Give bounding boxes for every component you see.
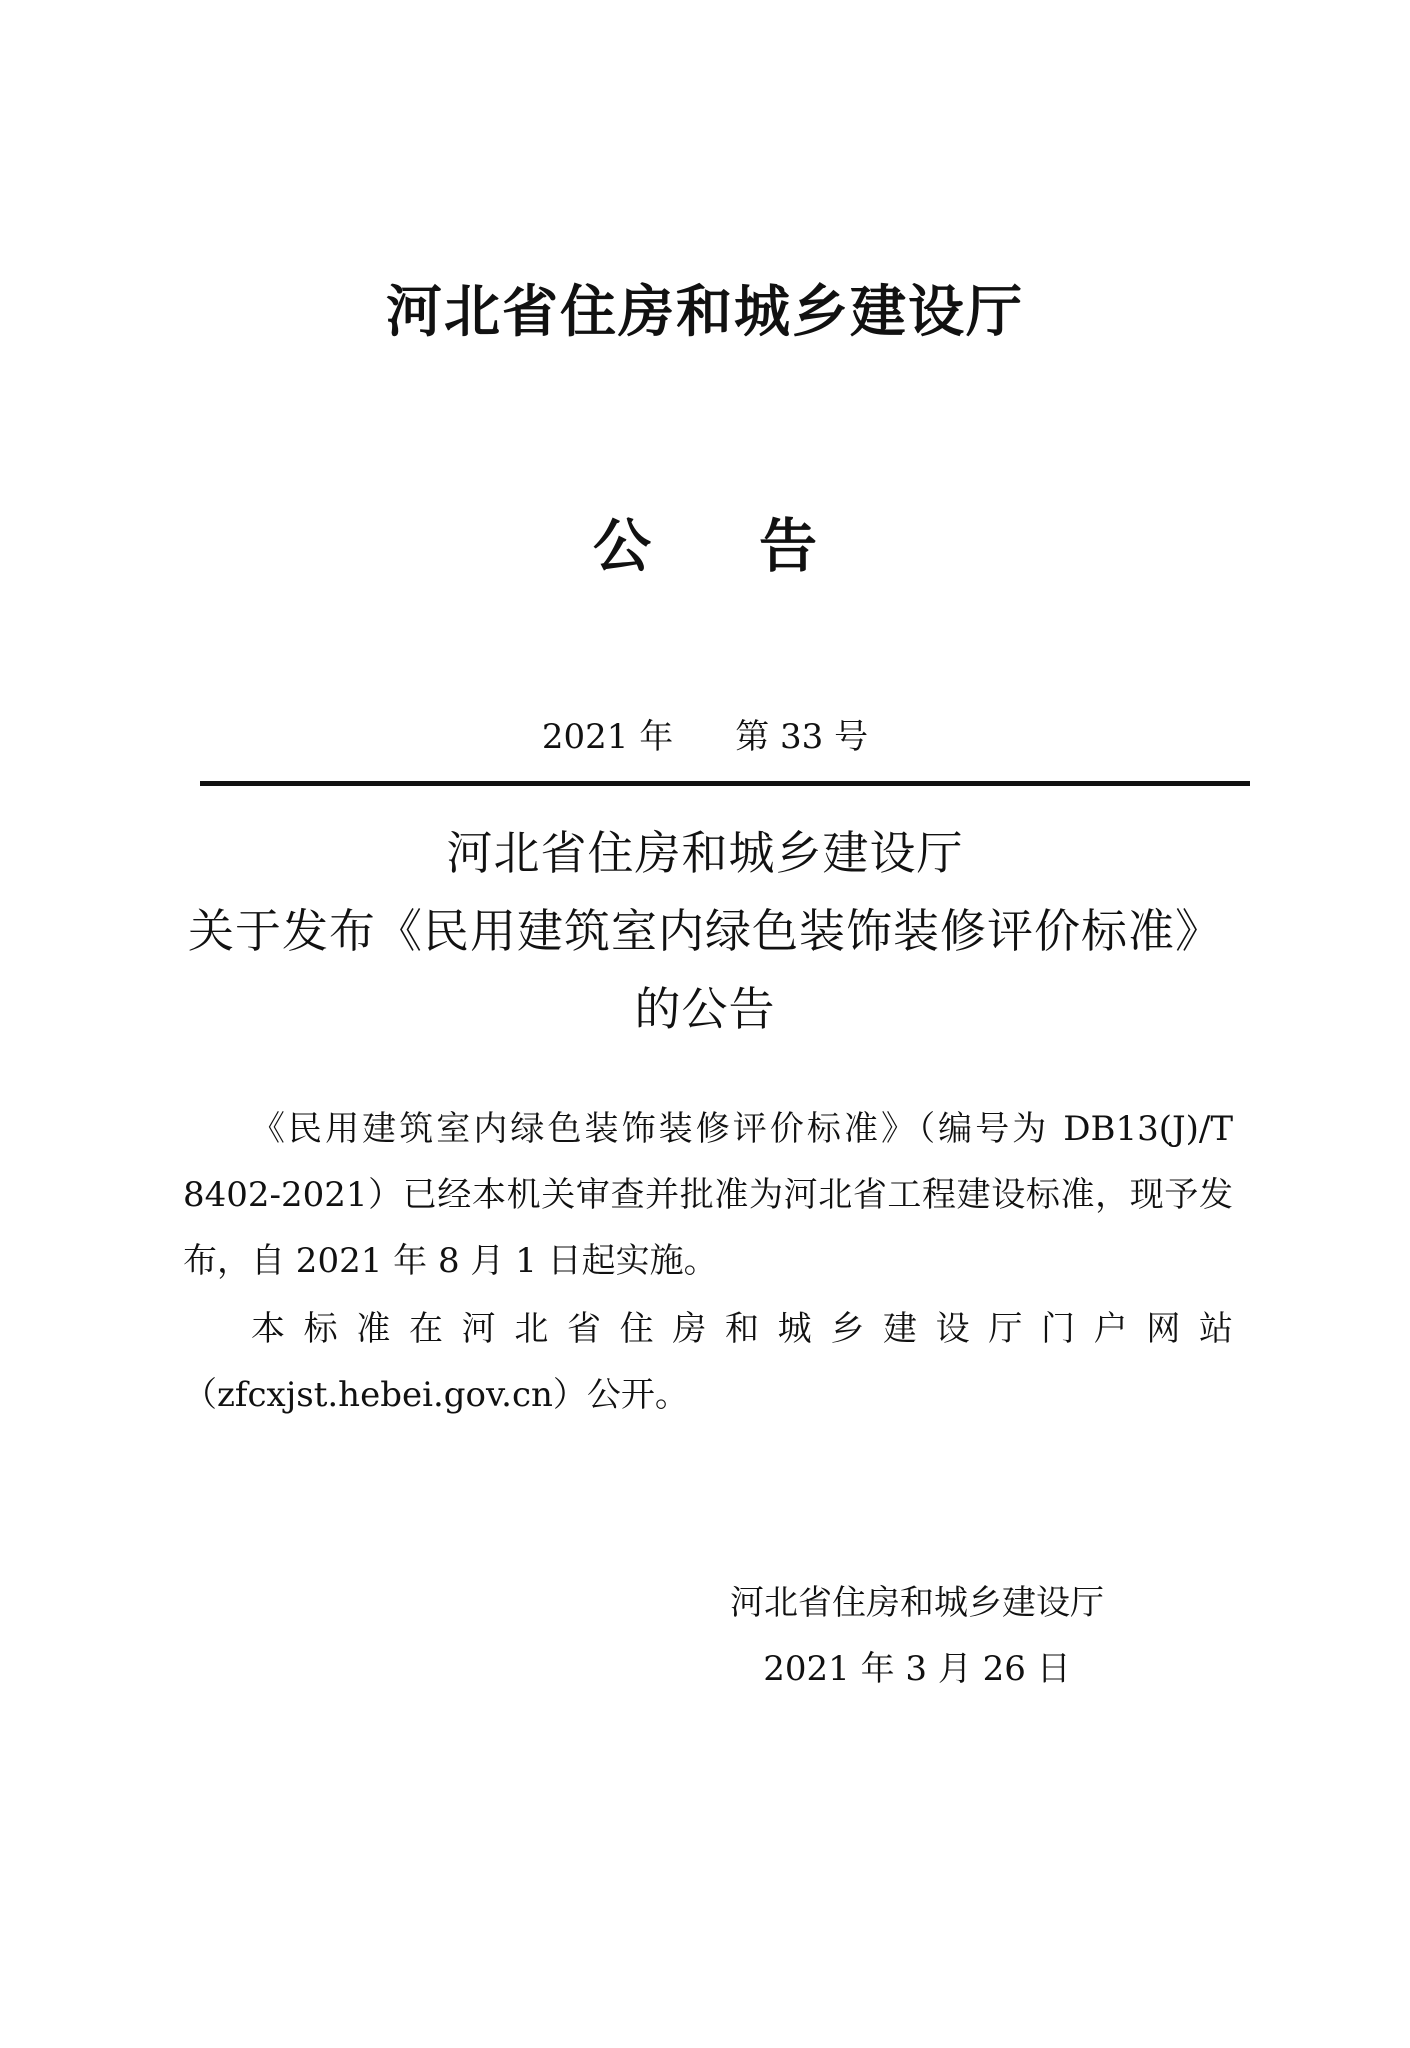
title-line-1: 河北省住房和城乡建设厅 (446, 826, 964, 880)
header-divider (200, 781, 1250, 786)
document-type-char-2: 告 (759, 512, 818, 580)
announcement-body (183, 1096, 1233, 1428)
document-year: 2021 年 (541, 717, 674, 757)
signature-date: 2021 年 3 月 26 日 (763, 1649, 1071, 1689)
body-paragraph-1: 《民用建筑室内绿色装饰装修评价标准》（编号为 DB13(J)/T 8402-2021）已经本机关审查并批准为河北省工程建设标准，现予发布，自 2021 年 8 月 1 日起实施。 (183, 1109, 1233, 1281)
announcement-title (0, 814, 1410, 1048)
document-type-heading (0, 506, 1410, 586)
document-number (0, 712, 1410, 762)
title-line-2: 关于发布《民用建筑室内绿色装饰装修评价标准》 (188, 904, 1222, 958)
body-paragraph-2: 本标准在河北省住房和城乡建设厅门户网站（zfcxjst.hebei.gov.cn）公开。 (183, 1309, 1233, 1415)
document-serial: 第 33 号 (735, 717, 869, 757)
signature-block (730, 1570, 1104, 1702)
title-line-3: 的公告 (634, 982, 776, 1036)
signature-organization: 河北省住房和城乡建设厅 (730, 1583, 1104, 1623)
issuer-heading: 河北省住房和城乡建设厅 (386, 279, 1024, 345)
document-type-char-1: 公 (592, 512, 651, 580)
